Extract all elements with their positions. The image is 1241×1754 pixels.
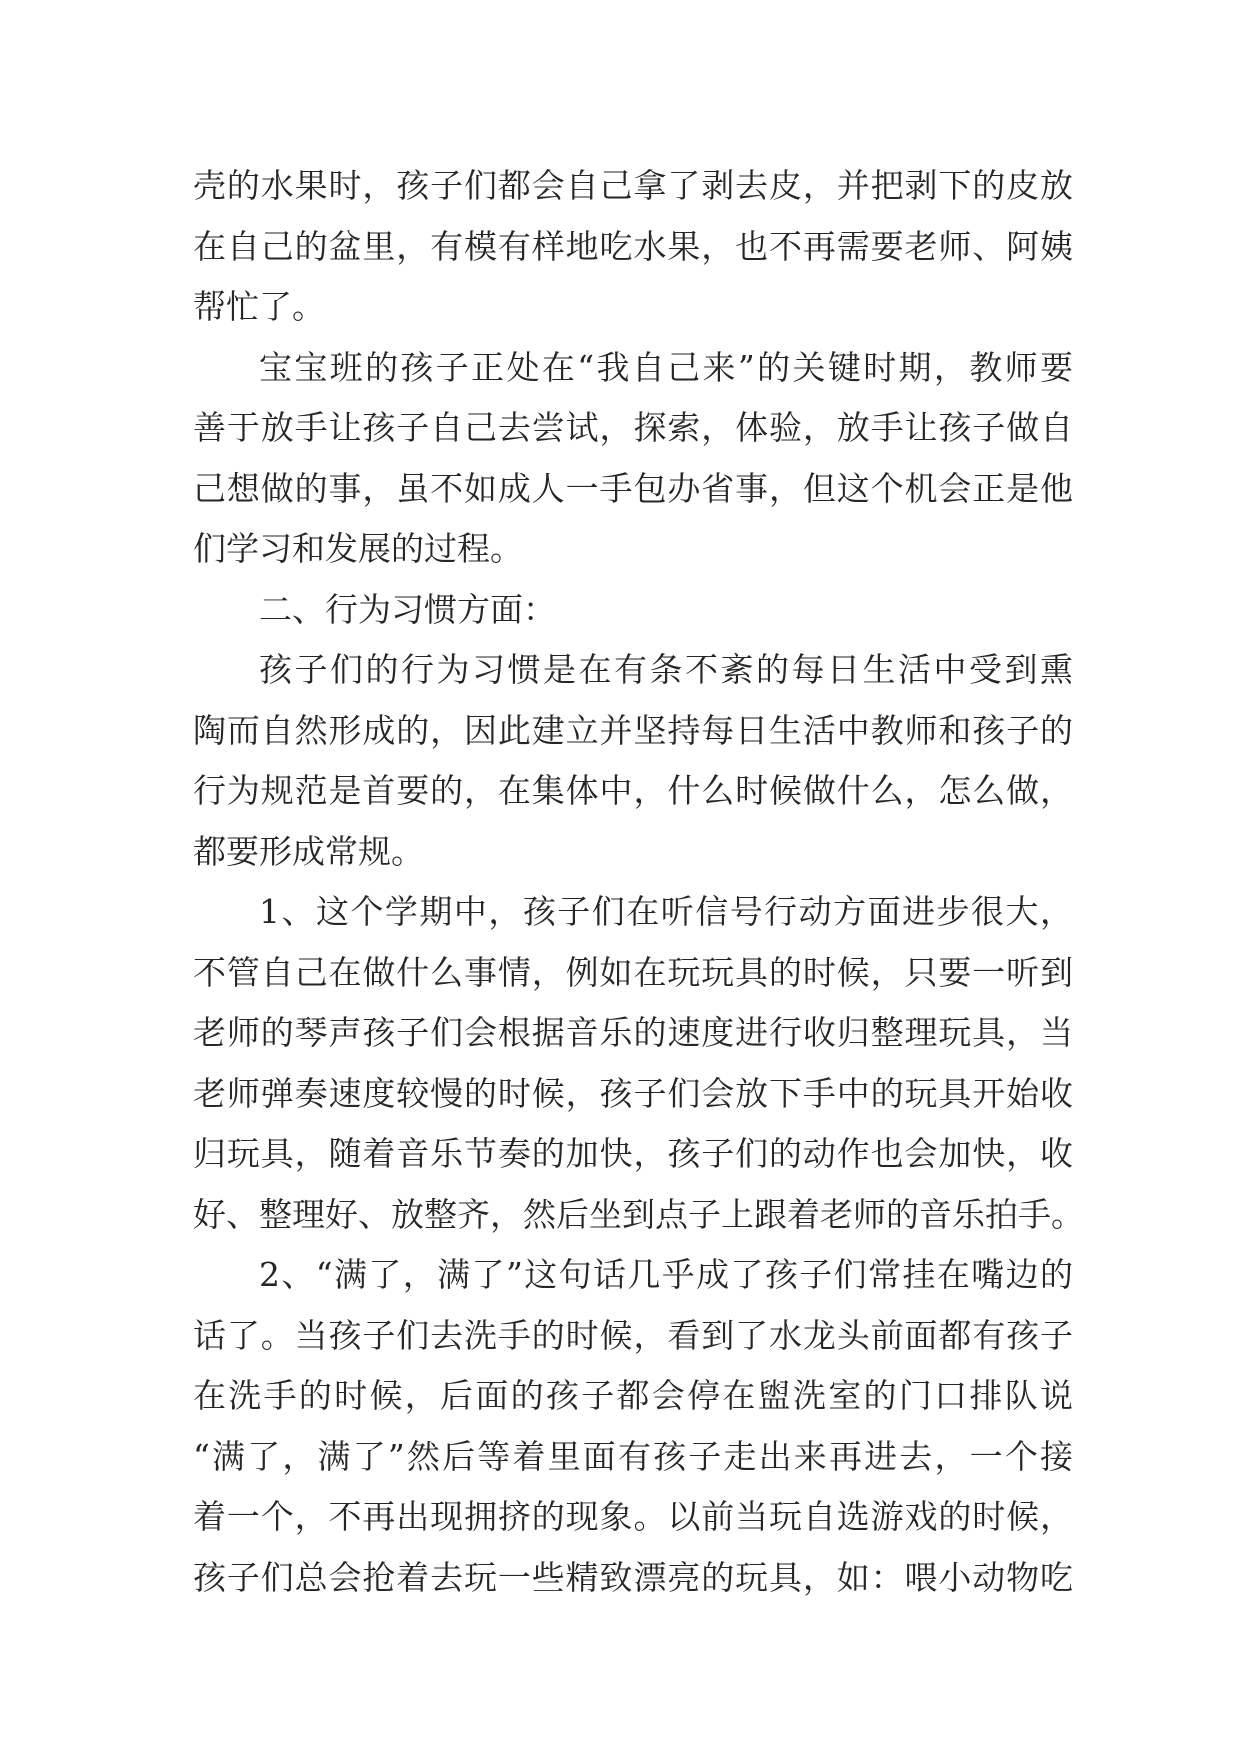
text-line: 帮忙了。 xyxy=(193,287,325,326)
text-line: 话了。当孩子们去洗手的时候，看到了水龙头前面都有孩子 xyxy=(193,1315,1073,1355)
text-line: 宝宝班的孩子正处在“我自己来”的关键时期，教师要 xyxy=(259,347,1073,387)
text-line: 壳的水果时，孩子们都会自己拿了剥去皮，并把剥下的皮放 xyxy=(193,166,1073,205)
text-line: 己想做的事，虽不如成人一手包办省事，但这个机会正是他 xyxy=(193,468,1073,508)
text-line: 归玩具，随着音乐节奏的加快，孩子们的动作也会加快，收 xyxy=(193,1134,1073,1173)
section-heading: 二、行为习惯方面： xyxy=(259,589,556,629)
text-line: 1、这个学期中，孩子们在听信号行动方面进步很大， xyxy=(259,892,1073,931)
text-line: “满了，满了”然后等着里面有孩子走出来再进去，一个接 xyxy=(193,1436,1073,1476)
text-line: 孩子们总会抢着去玩一些精致漂亮的玩具，如：喂小动物吃 xyxy=(193,1557,1073,1597)
text-line: 好、整理好、放整齐，然后坐到点子上跟着老师的音乐拍手。 xyxy=(193,1194,1084,1234)
text-line: 们学习和发展的过程。 xyxy=(193,529,523,568)
text-line: 行为规范是首要的，在集体中，什么时候做什么，怎么做， xyxy=(193,771,1073,810)
text-line: 2、“满了，满了”这句话几乎成了孩子们常挂在嘴边的 xyxy=(259,1255,1073,1294)
text-line: 都要形成常规。 xyxy=(193,831,424,871)
text-line: 在自己的盆里，有模有样地吃水果，也不再需要老师、阿姨 xyxy=(193,226,1073,266)
text-line: 着一个，不再出现拥挤的现象。以前当玩自选游戏的时候， xyxy=(193,1497,1073,1536)
text-line: 在洗手的时候，后面的孩子都会停在盥洗室的门口排队说 xyxy=(193,1376,1073,1415)
text-line: 陶而自然形成的，因此建立并坚持每日生活中教师和孩子的 xyxy=(193,710,1073,750)
body-text xyxy=(193,156,1084,1608)
text-line: 老师弹奏速度较慢的时候，孩子们会放下手中的玩具开始收 xyxy=(193,1073,1073,1113)
text-line: 老师的琴声孩子们会根据音乐的速度进行收归整理玩具，当 xyxy=(193,1013,1073,1052)
text-line: 不管自己在做什么事情，例如在玩玩具的时候，只要一听到 xyxy=(193,952,1073,992)
text-line: 孩子们的行为习惯是在有条不紊的每日生活中受到熏 xyxy=(259,650,1073,689)
text-line: 善于放手让孩子自己去尝试，探索，体验，放手让孩子做自 xyxy=(193,408,1073,447)
